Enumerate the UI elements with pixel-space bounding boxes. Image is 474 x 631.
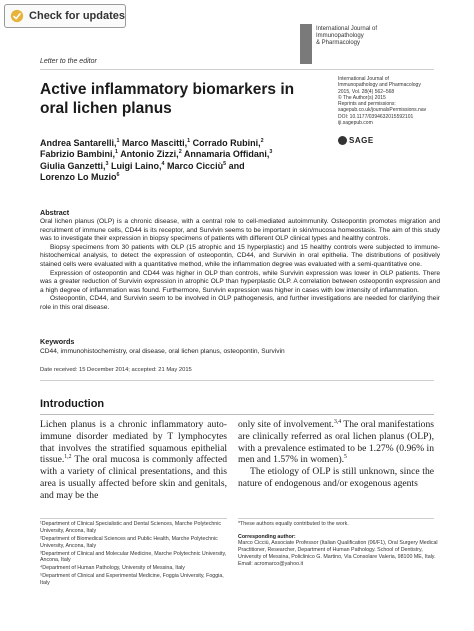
author: Luigi Laino,$^4$ (111, 160, 165, 171)
journal-site-link[interactable]: iji.sagepub.com (338, 120, 373, 127)
affiliation: ²Department of Biomedical Sciences and Public Health, Marche Polytechnic University, Ancona, Italy (40, 535, 218, 549)
check-for-updates-button[interactable] (4, 4, 126, 28)
abstract-paragraph: Osteopontin, CD44, and Survivin seem to be involved in OLP pathogenesis, and further investigations are needed for clarifying their role in this oral disease. (40, 295, 440, 311)
article-type-label: Letter to the editor (40, 58, 97, 65)
abstract-paragraph: Expression of osteopontin and CD44 was higher in OLP than controls, while Survivin expression was lower in OLP patients. There was a greater reduction of Survivin expression in atrophic OLP than hyperplastic OLP. A correlation between osteopontin expression and a high degree of inflammation was found. Furthermore, Survivin expression was higher in cases with low intensity of inflammation. (40, 269, 440, 294)
author-conjunction: and (228, 160, 245, 171)
abstract-body (40, 218, 440, 313)
affiliation: ³Department of Clinical and Molecular Medicine, Marche Polytechnic University, Ancona, Italy (40, 550, 227, 564)
body-column-right (238, 419, 434, 490)
equal-contribution-note: *These authors equally contributed to the work. (238, 521, 349, 527)
author: Corrado Rubini,$^2$ (192, 138, 264, 148)
author: Antonio Zizzi,$^2$ (120, 149, 182, 160)
abstract-paragraph: Oral lichen planus (OLP) is a chronic disease, with a central role to cell-mediated autoimmunity. Osteopontin promotes migration and recruitment of immune cells, CD44 is its receptor, and Survivin seems to be important in skin/mucosa homeostasis. The aim of this study was to investigate their expression in biopsy specimens of patients with different OLP clinical types and healthy controls. (40, 218, 440, 243)
introduction-heading: Introduction (40, 398, 105, 410)
affiliation: ⁵Department of Clinical and Experimental Medicine, Foggia University, Foggia, Italy (40, 573, 224, 587)
header-divider (40, 69, 434, 70)
doi-link[interactable]: DOI: 10.1177/0394632015592101 (338, 113, 414, 120)
permissions-link[interactable]: sagepub.co.uk/journalsPermissions.nav (338, 107, 427, 114)
introduction-rule (40, 414, 434, 415)
journal-logo-mark (300, 24, 312, 64)
keywords-heading: Keywords (40, 337, 75, 346)
journal-logo (300, 24, 440, 64)
affiliations (40, 521, 230, 588)
author: Lorenzo Lo Muzio$^6$ (40, 171, 120, 182)
check-updates-icon (10, 8, 24, 24)
author: Giulia Ganzetti,$^3$ (40, 160, 109, 171)
section-divider (40, 380, 434, 381)
publisher-name: SAGE (349, 136, 374, 145)
keywords-list: CD44, immunohistochemistry, oral disease, oral lichen planus, osteopontin, Survivin (40, 348, 285, 355)
author-list (40, 138, 310, 183)
abstract-paragraph: Biopsy specimens from 30 patients with OLP (15 atrophic and 15 hyperplastic) and 15 healthy controls were subjected to immune-histochemical analysis, to detect the expression of osteopontin, CD44, and Survivin in oral epithelia. The distributions of positively stained cells were evaluated with a quantitative method, while the inflammation degree was evaluated with a semi-quantitative one. (40, 243, 440, 268)
author-notes (238, 521, 438, 567)
author: Andrea Santarelli,$^1$ (40, 138, 120, 148)
body-paragraph: The etiology of OLP is still unknown, since the nature of endogenous and/or exogenous agents (238, 466, 434, 489)
journal-metadata: International Journal of Immunopathology and Pharmacology 2015, Vol. 28(4) 562–568 © The Author(s) 2015 Reprints and permissions: sagepub.co.uk/journalsPermissions.nav DOI: 10.1177/0394632015592101 iji.sagepub.com (338, 76, 448, 126)
affiliation: ⁴Department of Human Pathology, University of Messina, Italy (40, 565, 185, 572)
body-paragraph: Lichen planus is a chronic inflammatory auto-immune disorder mediated by T lymphocytes that involves the stratified squamous epithelial tissue.$^{1,2}$ The oral mucosa is commonly affected with a variety of clinical presentations, and this area is usually affected before skin and genitals, and may be the (40, 419, 227, 501)
affiliation: ¹Department of Clinical Specialistic and Dental Sciences, Marche Polytechnic University, Ancona, Italy (40, 521, 222, 534)
abstract-heading: Abstract (40, 208, 70, 217)
publisher-logo (338, 136, 374, 145)
check-for-updates-label: Check for updates (29, 10, 125, 22)
body-column-left (40, 419, 227, 502)
sage-logo-icon (338, 136, 347, 145)
received-dates: Date received: 15 December 2014; accepted: 21 May 2015 (40, 367, 192, 373)
footnote-divider-right (238, 518, 434, 519)
corresponding-email-link[interactable]: Email: acromarco@yahoo.it (238, 560, 304, 567)
author: Fabrizio Bambini,$^1$ (40, 149, 119, 160)
footnote-divider-left (40, 518, 227, 519)
author: Marco Mascitti,$^1$ (122, 138, 191, 148)
journal-logo-text: International Journal of Immunopathology & Pharmacology (316, 26, 378, 46)
corresponding-author-details: Marco Cicciù, Associate Professor (Italian Qualification (06/F1), Oral Surgery Medical Practitioner, Researcher, Department of Human Pathology. School of Dentistry, University of Messina, Policlinico G. Martino, Via Consolare Valeria, 98100 ME, Italy. (238, 540, 438, 560)
corresponding-author-heading: Corresponding author: (238, 533, 296, 540)
author: Marco Cicciù$^5$ (167, 160, 227, 171)
author: Annamaria Offidani,$^3$ (183, 149, 273, 160)
body-paragraph: only site of involvement.$^{3,4}$ The oral manifestations are clinically referred as oral lichen planus (OLP), with a prevalence estimated to be 1.27% (0.96% in men and 1.57% in women).$^5$ (238, 418, 434, 466)
article-title: Active inflammatory biomarkers in oral lichen planus (40, 81, 295, 117)
